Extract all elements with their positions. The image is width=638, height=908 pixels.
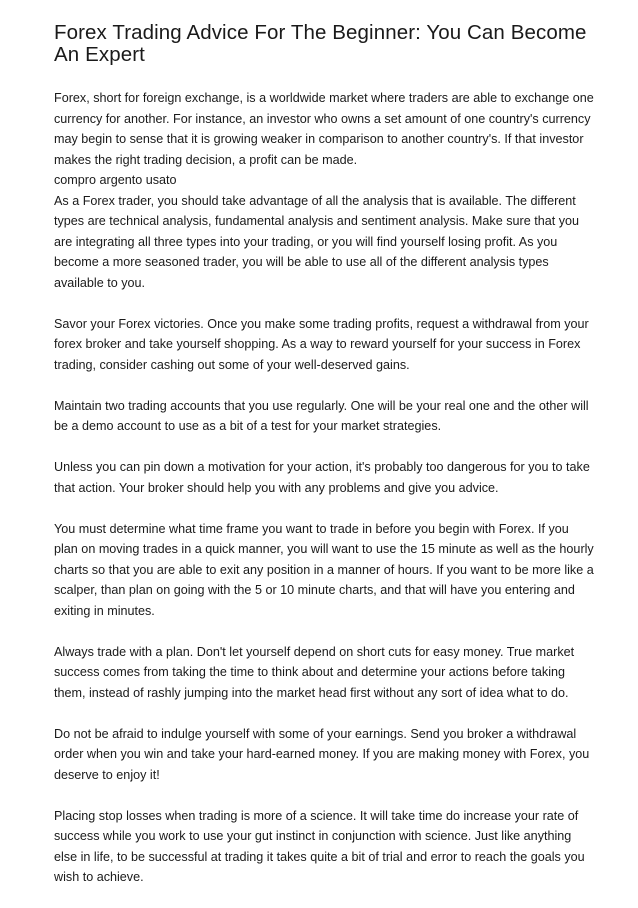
- paragraph-intro: Forex, short for foreign exchange, is a worldwide market where traders are able to exchange one currency for another. For instance, an investor who owns a set amount of one country's currency may begin to sense that it is growing weaker in comparison to another country's. If that investor makes the right trading decision, a profit can be made.: [54, 91, 594, 167]
- paragraph-earnings: Do not be afraid to indulge yourself with some of your earnings. Send you broker a withdrawal order when you win and take your hard-earned money. If you are making money with Forex, you deserve to enjoy it!: [54, 726, 590, 782]
- paragraph-victories: Savor your Forex victories. Once you make some trading profits, request a withdrawal from your forex broker and take yourself shopping. As a way to reward yourself for your success in Forex trading, consider cashing out some of your well-deserved gains.: [54, 316, 589, 372]
- paragraph-accounts: Maintain two trading accounts that you use regularly. One will be your real one and the other will be a demo account to use as a bit of a test for your market strategies.: [54, 398, 589, 433]
- paragraph-analysis: As a Forex trader, you should take advantage of all the analysis that is available. The different types are technical analysis, fundamental analysis and sentiment analysis. Make sure that you are integrating all three types into your trading, or you will find yourself losing profit. As you become a more seasoned trader, you will be able to use all of the different analysis types available to you.: [54, 193, 580, 290]
- paragraph-plan: Always trade with a plan. Don't let yourself depend on short cuts for easy money. True market success comes from taking the time to think about and determine your actions before taking them, instead of rashly jumping into the market head first without any sort of idea what to do.: [54, 644, 575, 700]
- inline-link-text: compro argento usato: [54, 173, 177, 187]
- paragraph-motivation: Unless you can pin down a motivation for your action, it's probably too dangerous for you to take that action. Your broker should help you with any problems and give you advice.: [54, 460, 590, 495]
- document-page: [54, 22, 594, 908]
- document-body: [54, 88, 594, 888]
- document-title: Forex Trading Advice For The Beginner: You Can Become An Expert: [54, 21, 587, 66]
- paragraph-time-frame: You must determine what time frame you want to trade in before you begin with Forex. If you plan on moving trades in a quick manner, you will want to use the 15 minute as well as the hourly charts so that you are able to exit any position in a manner of hours. If you want to be more like a scalper, than plan on going with the 5 or 10 minute charts, and that will have you entering and exiting in minutes.: [54, 521, 594, 618]
- paragraph-stop-losses: Placing stop losses when trading is more of a science. It will take time do increase your rate of success while you work to use your gut instinct in conjunction with science. Just like anything else in life, to be successful at trading it takes quite a bit of trial and error to reach the goals you wish to achieve.: [54, 808, 585, 884]
